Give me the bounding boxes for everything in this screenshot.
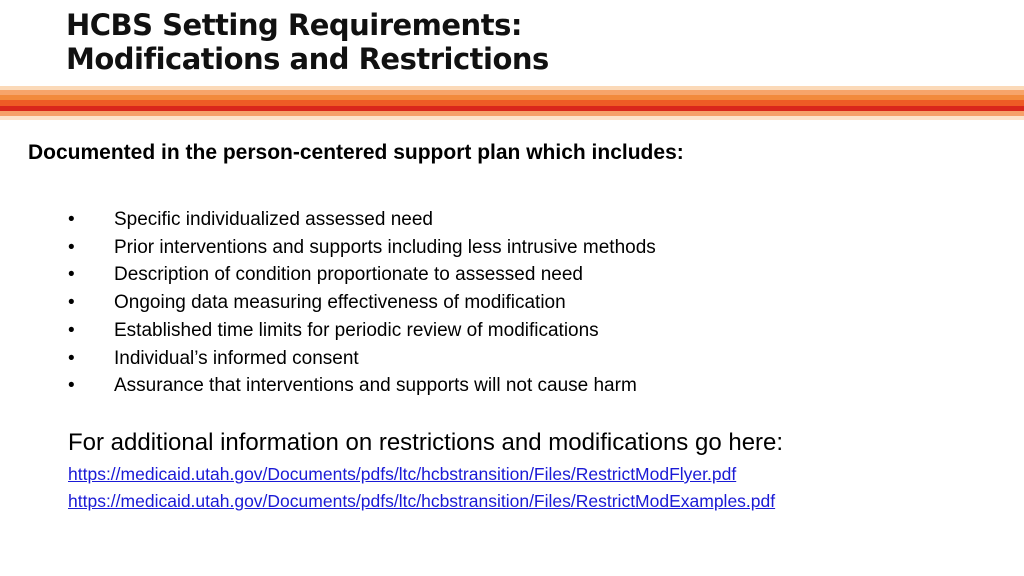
restrict-mod-flyer-link[interactable]: https://medicaid.utah.gov/Documents/pdfs/ltc/hcbstransition/Files/RestrictModFlyer.pdf (68, 464, 737, 484)
bullet-icon: • (68, 375, 75, 397)
bullet-icon: • (68, 292, 75, 314)
section-heading: Documented in the person-centered support plan which includes: (28, 141, 684, 164)
bullet-icon: • (68, 209, 75, 230)
slide-title (66, 8, 549, 76)
bullet-icon: • (68, 319, 75, 341)
slide-title-line-2: Modifications and Restrictions (66, 42, 549, 76)
list-item (68, 289, 656, 317)
requirements-list (68, 206, 656, 400)
bullet-icon: • (68, 264, 75, 286)
slide-title-line-1: HCBS Setting Requirements: (66, 8, 522, 42)
decorative-stripe (0, 86, 1024, 120)
list-item (68, 261, 656, 289)
list-item-text: Assurance that interventions and supports will not cause harm (114, 375, 637, 397)
list-item (68, 234, 656, 262)
list-item-text: Description of condition proportionate to assessed need (114, 264, 583, 286)
list-item-text: Prior interventions and supports including less intrusive methods (114, 236, 656, 258)
list-item (68, 372, 656, 400)
list-item (68, 206, 656, 234)
list-item-text: Individual’s informed consent (114, 347, 359, 369)
list-item (68, 317, 656, 345)
stripe-band (0, 116, 1024, 120)
list-item-text: Established time limits for periodic review of modifications (114, 319, 599, 341)
additional-info-text: For additional information on restrictions and modifications go here: (68, 429, 784, 456)
list-item-text: Ongoing data measuring effectiveness of modification (114, 292, 566, 314)
bullet-icon: • (68, 236, 75, 258)
restrict-mod-examples-link[interactable]: https://medicaid.utah.gov/Documents/pdfs/ltc/hcbstransition/Files/RestrictModExamples.pdf (68, 491, 776, 511)
list-item (68, 345, 656, 373)
list-item-text: Specific individualized assessed need (114, 209, 433, 230)
bullet-icon: • (68, 347, 75, 369)
